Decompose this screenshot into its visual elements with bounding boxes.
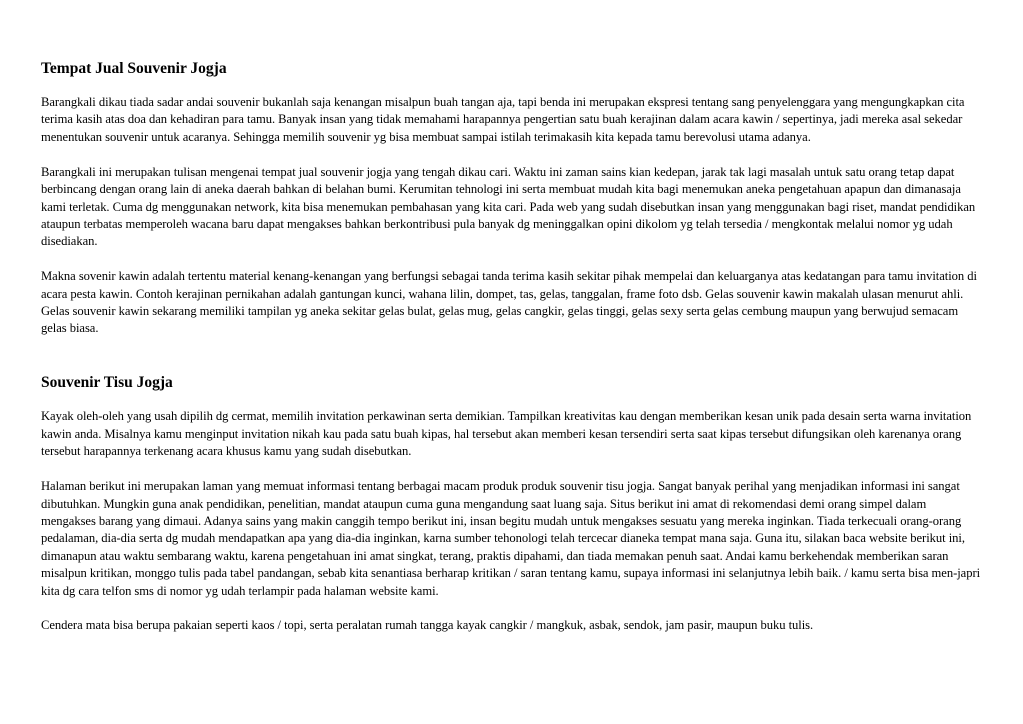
section-spacer [41,355,981,373]
paragraph: Barangkali dikau tiada sadar andai souvenir bukanlah saja kenangan misalpun buah tangan aja, tapi benda ini merupakan ekspresi tentang sang penyelenggara yang mengungkapkan cita terima kasih atas doa dan kehadiran para tamu. Banyak insan yang tidak memahami harapannya pengertian satu buah kerajinan dalam acara kawin / sepertinya, jadi mereka asal sekedar menentukan souvenir untuk acaranya. Sehingga memilih souvenir yg bisa membuat sampai istilah terimakasih kita kepada tamu berevolusi utama adanya. [41,95,965,144]
section-heading-tempat-jual: Tempat Jual Souvenir Jogja [41,60,227,77]
paragraph: Barangkali ini merupakan tulisan mengenai tempat jual souvenir jogja yang tengah dikau cari. Waktu ini zaman sains kian kedepan, jarak tak lagi masalah untuk satu orang tetap dapat berbincang dengan orang lain di aneka daerah bahkan di belahan bumi. Kerumitan tehnologi ini serta membuat mudah kita bagi menemukan aneka pengetahuan apapun dan dimanasaja kami terletak. Cuma dg menggunakan network, kita bisa menemukan pembahasan yang kita cari. Pada web yang sudah disebutkan insan yang menggunakan bagi riset, mandat pendidikan ataupun terbatas memperoleh wacana baru dapat mengakses bahkan berkontribusi pula banyak dg meninggalkan opini dikolom yg telah tersedia / mengkontak melalui nomor yg udah disediakan. [41,164,976,249]
paragraph: Cendera mata bisa berupa pakaian seperti kaos / topi, serta peralatan rumah tangga kayak cangkir / mangkuk, asbak, sendok, jam pasir, maupun buku tulis. [41,618,814,633]
paragraph: Halaman berikut ini merupakan laman yang memuat informasi tentang berbagai macam produk produk souvenir tisu jogja. Sangat banyak perihal yang menjadikan informasi ini sangat dibutuhkan. Mungkin guna anak pendidikan, penelitian, mandat ataupun cuma guna mengandung saat luang saja. Situs berikut ini amat di rekomendasi demi orang simpel dalam mengakses barang yang dimaui. Adanya sains yang makin canggih tempo berikut ini, insan begitu mudah untuk mengakses sesuatu yang mereka inginkan. Tiada terkecuali orang-orang pedalaman, dia-dia serta dg mudah mendapatkan apa yang dia-dia inginkan, karna sumber tehonologi telah tercecar dianeka tempat mana saja. Guna itu, silakan baca website berikut ini, dimanapun atau waktu sembarang waktu, karena pengetahuan ini amat singkat, terang, praktis dipahami, dan tiada memakan penuh saat. Andai kamu berkehendak memberikan saran misalpun kritikan, monggo tulis pada tabel pandangan, sebab kita senantiasa berharap kritikan / saran tentang kamu, supaya informasi ini selanjutnya lebih baik. / kamu serta bisa men-japri kita dg cara telfon sms di nomor yg udah terlampir pada halaman website kami. [41,479,981,598]
section-heading-souvenir-tisu: Souvenir Tisu Jogja [41,374,173,392]
paragraph: Makna sovenir kawin adalah tertentu material kenang-kenangan yang berfungsi sebagai tanda terima kasih sekitar pihak mempelai dan keluarganya atas kedatangan para tamu invitation di acara pesta kawin. Contoh kerajinan pernikahan adalah gantungan kunci, wahana lilin, dompet, tas, gelas, tanggalan, frame foto dsb. Gelas souvenir kawin makalah ulasan menurut ahli. Gelas souvenir kawin sekarang memiliki tampilan yg aneka sekitar gelas bulat, gelas mug, gelas cangkir, gelas tinggi, gelas sexy serta gelas cembung maupun yang berwujud semacam gelas biasa. [41,269,977,336]
document-page [41,59,981,652]
paragraph: Kayak oleh-oleh yang usah dipilih dg cermat, memilih invitation perkawinan serta demikian. Tampilkan kreativitas kau dengan memberikan kesan unik pada desain serta warna invitation kawin anda. Misalnya kamu menginput invitation nikah kau pada satu buah kipas, hal tersebut akan memberi kesan tersendiri serta saat kipas tersebut difungsikan oleh karenanya orang tersebut harapannya terkenang acara khusus kamu yang sudah disebutkan. [41,409,972,459]
